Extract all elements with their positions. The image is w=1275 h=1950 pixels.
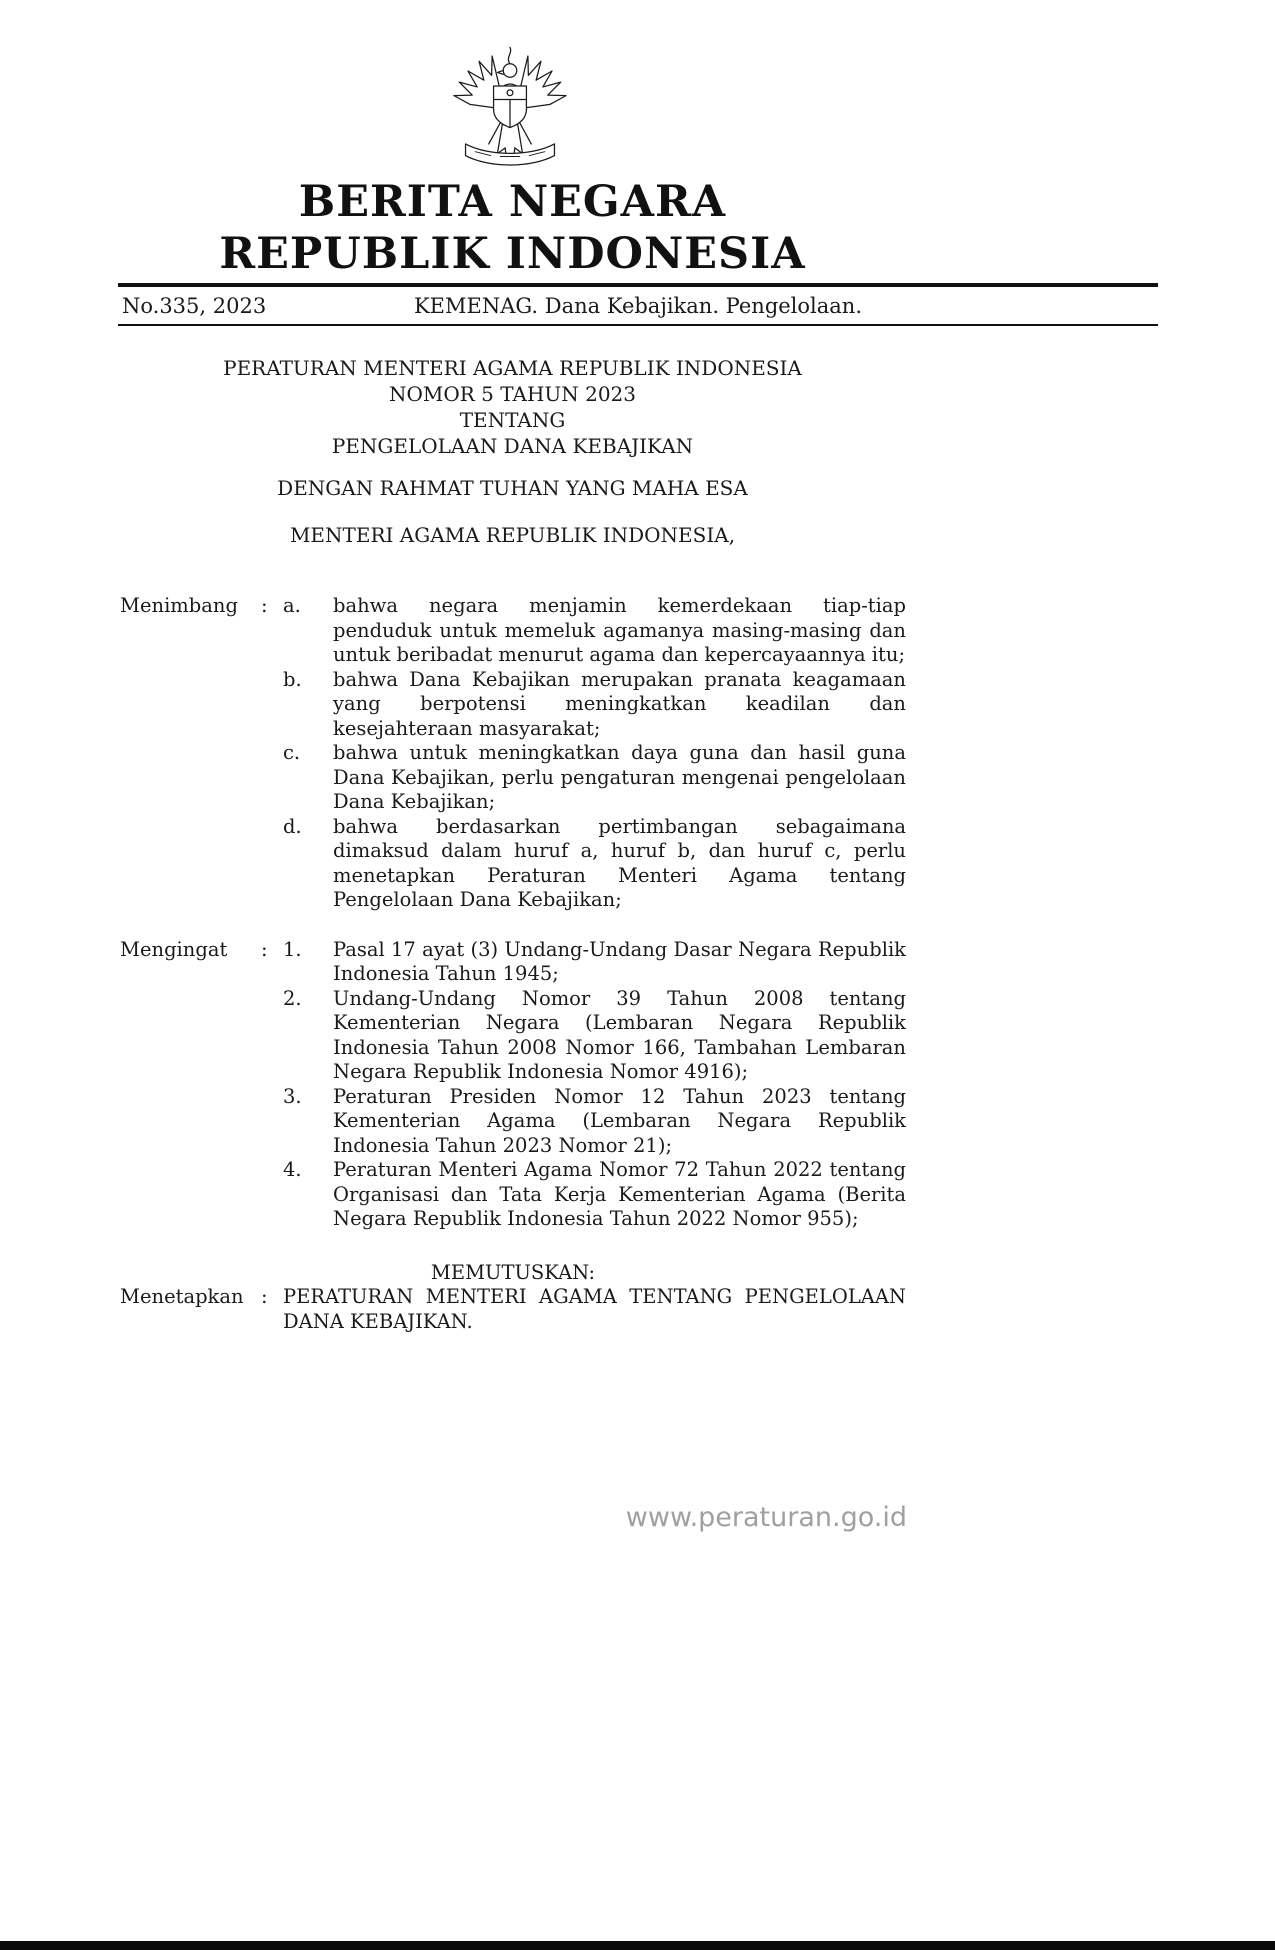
item-marker: b.	[283, 667, 302, 691]
item-marker: c.	[283, 741, 301, 764]
title-line-2: NOMOR 5 TAHUN 2023	[388, 382, 636, 406]
item-marker: 4.	[283, 1158, 302, 1181]
gazette-subject: KEMENAG. Dana Kebajikan. Pengelolaan.	[413, 294, 863, 318]
menetapkan-items	[283, 1285, 906, 1334]
title-line-3: TENTANG	[459, 408, 566, 432]
legal-basis-section	[120, 938, 906, 1232]
memutuskan-heading: MEMUTUSKAN:	[430, 1260, 596, 1284]
menetapkan-label: Menetapkan	[120, 1285, 244, 1308]
considering-label: Menimbang	[120, 594, 238, 617]
page-bottom-edge	[0, 1941, 1275, 1950]
title-line-1: PERATURAN MENTERI AGAMA REPUBLIK INDONESIA	[223, 356, 802, 380]
colon: :	[261, 1285, 268, 1308]
legal-basis-item-4	[283, 1158, 906, 1232]
item-text: bahwa berdasarkan pertimbangan sebagaimana dimaksud dalam huruf a, huruf b, dan huruf c, perlu menetapkan Peraturan Menteri Agama tentang Pengelolaan Dana Kebajikan;	[333, 814, 906, 911]
watermark: www.peraturan.go.id	[625, 1502, 907, 1533]
header-rule	[118, 324, 1158, 326]
legal-basis-item-1	[283, 938, 906, 987]
legal-basis-label: Mengingat	[120, 937, 228, 961]
legal-basis-item-3	[283, 1085, 906, 1159]
colon: :	[261, 937, 268, 961]
item-text: Undang-Undang Nomor 39 Tahun 2008 tentang Kementerian Negara (Lembaran Negara Republik Indonesia Tahun 2008 Nomor 166, Tambahan Lembaran Negara Republik Indonesia Nomor 4916);	[333, 986, 906, 1083]
considering-section	[120, 594, 906, 913]
title-line-4: PENGELOLAAN DANA KEBAJIKAN	[331, 434, 694, 458]
masthead-line1: BERITA NEGARA	[298, 177, 727, 227]
considering-item-c	[283, 741, 906, 815]
considering-item-a	[283, 594, 906, 668]
item-text: Peraturan Menteri Agama Nomor 72 Tahun 2022 tentang Organisasi dan Tata Kerja Kementerian Agama (Berita Negara Republik Indonesia Tahun 2022 Nomor 955);	[333, 1158, 906, 1230]
regulation-title	[120, 355, 905, 459]
legal-basis-items	[283, 938, 906, 1232]
item-marker: 3.	[283, 1084, 302, 1108]
item-text: Peraturan Presiden Nomor 12 Tahun 2023 tentang Kementerian Agama (Lembaran Negara Republik Indonesia Tahun 2023 Nomor 21);	[333, 1084, 906, 1157]
gazette-number: No.335, 2023	[122, 294, 267, 318]
garuda-pancasila-emblem	[452, 26, 568, 173]
masthead-rule	[118, 283, 1158, 287]
considering-item-d	[283, 815, 906, 913]
issuer-line: MENTERI AGAMA REPUBLIK INDONESIA,	[289, 523, 736, 547]
item-text: bahwa untuk meningkatkan daya guna dan hasil guna Dana Kebajikan, perlu pengaturan mengenai pengelolaan Dana Kebajikan;	[333, 741, 906, 813]
considering-items	[283, 594, 906, 913]
menetapkan-section	[120, 1285, 906, 1334]
considering-item-b	[283, 668, 906, 742]
invocation-line: DENGAN RAHMAT TUHAN YANG MAHA ESA	[277, 476, 748, 500]
item-text: bahwa Dana Kebajikan merupakan pranata keagamaan yang berpotensi meningkatkan keadilan dan kesejahteraan masyarakat;	[333, 667, 906, 740]
item-marker: 2.	[283, 986, 302, 1010]
menetapkan-text: PERATURAN MENTERI AGAMA TENTANG PENGELOLAAN DANA KEBAJIKAN.	[283, 1285, 906, 1333]
item-marker: d.	[283, 814, 302, 838]
legal-basis-item-2	[283, 987, 906, 1085]
colon: :	[261, 594, 268, 617]
item-marker: 1.	[283, 937, 302, 961]
gazette-header	[118, 292, 1158, 320]
document-body	[120, 594, 906, 1334]
masthead	[120, 176, 905, 280]
item-marker: a.	[283, 594, 301, 617]
masthead-line2: REPUBLIK INDONESIA	[219, 229, 806, 279]
item-text: bahwa negara menjamin kemerdekaan tiap-tiap penduduk untuk memeluk agamanya masing-masing dan untuk beribadat menurut agama dan kepercayaannya itu;	[333, 594, 906, 666]
item-text: Pasal 17 ayat (3) Undang-Undang Dasar Negara Republik Indonesia Tahun 1945;	[333, 937, 906, 985]
